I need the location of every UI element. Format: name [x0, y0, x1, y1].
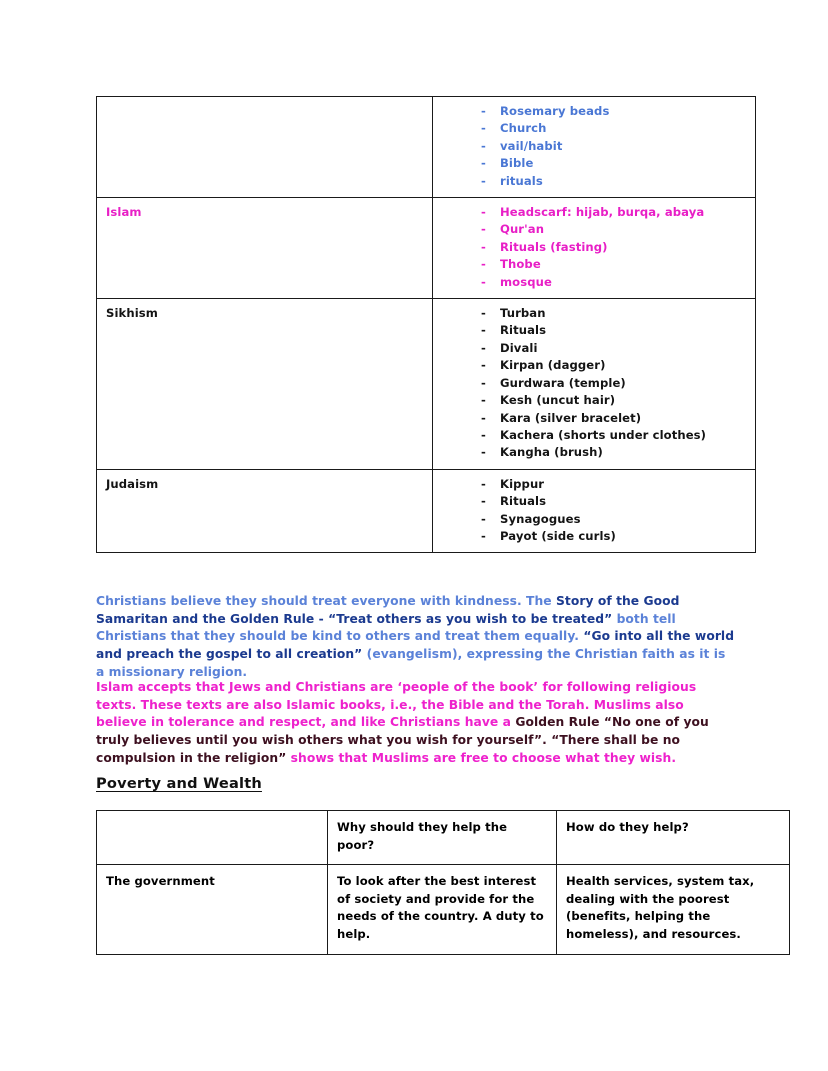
list-item [433, 256, 751, 273]
table-row [97, 97, 756, 198]
paragraph-segment: Story of the Good Samaritan and the Golden Rule - “Treat others as you wish to be treated” [96, 594, 680, 626]
list-item-label: Rituals (fasting) [500, 239, 608, 254]
dash-marker: - [481, 528, 486, 543]
list-item-label: Kangha (brush) [500, 445, 603, 460]
list-item [433, 392, 751, 409]
paragraph-segment: Islam accepts that Jews and Christians are ‘people of the book’ for following religious texts. These texts are also Islamic books, i.e., the Bible and the Torah. Muslims also believe in tolerance and respect, and like Christians have a [96, 680, 697, 730]
column-header-blank [97, 811, 328, 865]
table-header-row [97, 811, 790, 865]
dash-marker: - [481, 222, 486, 237]
list-item-label: Kirpan (dagger) [500, 358, 606, 373]
cell-why-help: To look after the best interest of society and provide for the needs of the country. A duty to help. [328, 865, 557, 954]
list-item-label: Divali [500, 340, 538, 355]
list-item [433, 476, 751, 493]
dash-marker: - [481, 494, 486, 509]
religion-items-cell [433, 299, 756, 470]
list-item-label: Thobe [500, 257, 541, 272]
dash-marker: - [481, 340, 486, 355]
list-item [433, 511, 751, 528]
list-item-label: Kippur [500, 476, 545, 491]
dash-marker: - [481, 393, 486, 408]
list-item [433, 204, 751, 221]
paragraph-segment: Christians believe they should treat everyone with kindness. The [96, 594, 556, 609]
dash-marker: - [481, 257, 486, 272]
paragraph-segment: “Go into all the world and preach the gospel to all creation” [96, 629, 735, 662]
religion-label-cell: Judaism [97, 469, 433, 553]
religion-label-cell: Islam [97, 198, 433, 299]
list-item-label: Turban [500, 306, 546, 321]
list-item-label: Kara (silver bracelet) [500, 410, 642, 425]
list-item [433, 493, 751, 510]
table-row [97, 865, 790, 954]
list-item-label: Headscarf: hijab, burqa, abaya [500, 205, 705, 220]
list-item-label: Qur'an [500, 222, 545, 237]
religion-items-cell [433, 469, 756, 553]
religion-label-cell [97, 97, 433, 198]
list-item-label: Kachera (shorts under clothes) [500, 427, 707, 442]
list-item [433, 340, 751, 357]
list-item-label: Kesh (uncut hair) [500, 393, 616, 408]
list-item-label: Payot (side curls) [500, 528, 616, 543]
list-item [433, 322, 751, 339]
dash-marker: - [481, 358, 486, 373]
list-item [433, 410, 751, 427]
list-item [433, 305, 751, 322]
list-item-label: Bible [500, 156, 534, 171]
dash-marker: - [481, 239, 486, 254]
table-row [97, 469, 756, 553]
dash-list [433, 476, 751, 546]
poverty-and-wealth-table [96, 810, 790, 955]
dash-marker: - [481, 427, 486, 442]
islam-beliefs-paragraph [96, 679, 736, 767]
list-item [433, 155, 751, 172]
dash-list [433, 305, 751, 462]
dash-marker: - [481, 375, 486, 390]
dash-marker: - [481, 306, 486, 321]
paragraph-segment: shows that Muslims are free to choose what they wish. [290, 750, 677, 765]
religion-items-cell [433, 97, 756, 198]
dash-marker: - [481, 476, 486, 491]
list-item-label: mosque [500, 274, 552, 289]
dash-marker: - [481, 104, 486, 118]
list-item [433, 138, 751, 155]
list-item-label: rituals [500, 173, 543, 188]
religion-items-cell [433, 198, 756, 299]
list-item-label: Rituals [500, 494, 547, 509]
list-item-label: Rosemary beads [500, 104, 610, 118]
dash-marker: - [481, 173, 486, 188]
list-item [433, 103, 751, 120]
list-item [433, 375, 751, 392]
dash-marker: - [481, 445, 486, 460]
dash-list [433, 204, 751, 291]
table-row [97, 299, 756, 470]
list-item [433, 239, 751, 256]
table-row [97, 198, 756, 299]
christianity-beliefs-paragraph [96, 593, 736, 681]
list-item [433, 173, 751, 190]
paragraph-segment: Golden Rule “No one of you truly believes until you wish others what you wish for yourself”. “There shall be no compulsion in the religion” [96, 715, 709, 765]
section-heading-poverty-and-wealth: Poverty and Wealth [96, 775, 262, 792]
dash-marker: - [481, 323, 486, 338]
list-item [433, 528, 751, 545]
list-item [433, 120, 751, 137]
dash-marker: - [481, 138, 486, 153]
cell-how-help: Health services, system tax, dealing with the poorest (benefits, helping the homeless), and resources. [557, 865, 790, 954]
list-item [433, 357, 751, 374]
dash-marker: - [481, 410, 486, 425]
list-item-label: Gurdwara (temple) [500, 375, 626, 390]
column-header-how-help: How do they help? [557, 811, 790, 865]
list-item [433, 427, 751, 444]
row-label-the-government: The government [97, 865, 328, 954]
column-header-why-help: Why should they help the poor? [328, 811, 557, 865]
paragraph-segment: both tell Christians that they should be kind to others and treat them equally. [96, 611, 676, 644]
dash-marker: - [481, 274, 486, 289]
dash-marker: - [481, 156, 486, 171]
list-item-label: vail/habit [500, 138, 563, 153]
list-item-label: Synagogues [500, 511, 581, 526]
paragraph-segment: (evangelism), expressing the Christian faith as it is a missionary religion. [96, 647, 726, 679]
list-item [433, 444, 751, 461]
religion-label-cell: Sikhism [97, 299, 433, 470]
dash-list [433, 103, 751, 190]
religious-symbols-table [96, 96, 756, 553]
list-item-label: Church [500, 121, 547, 136]
list-item [433, 221, 751, 238]
list-item-label: Rituals [500, 323, 547, 338]
dash-marker: - [481, 205, 486, 220]
list-item [433, 274, 751, 291]
dash-marker: - [481, 121, 486, 136]
dash-marker: - [481, 511, 486, 526]
